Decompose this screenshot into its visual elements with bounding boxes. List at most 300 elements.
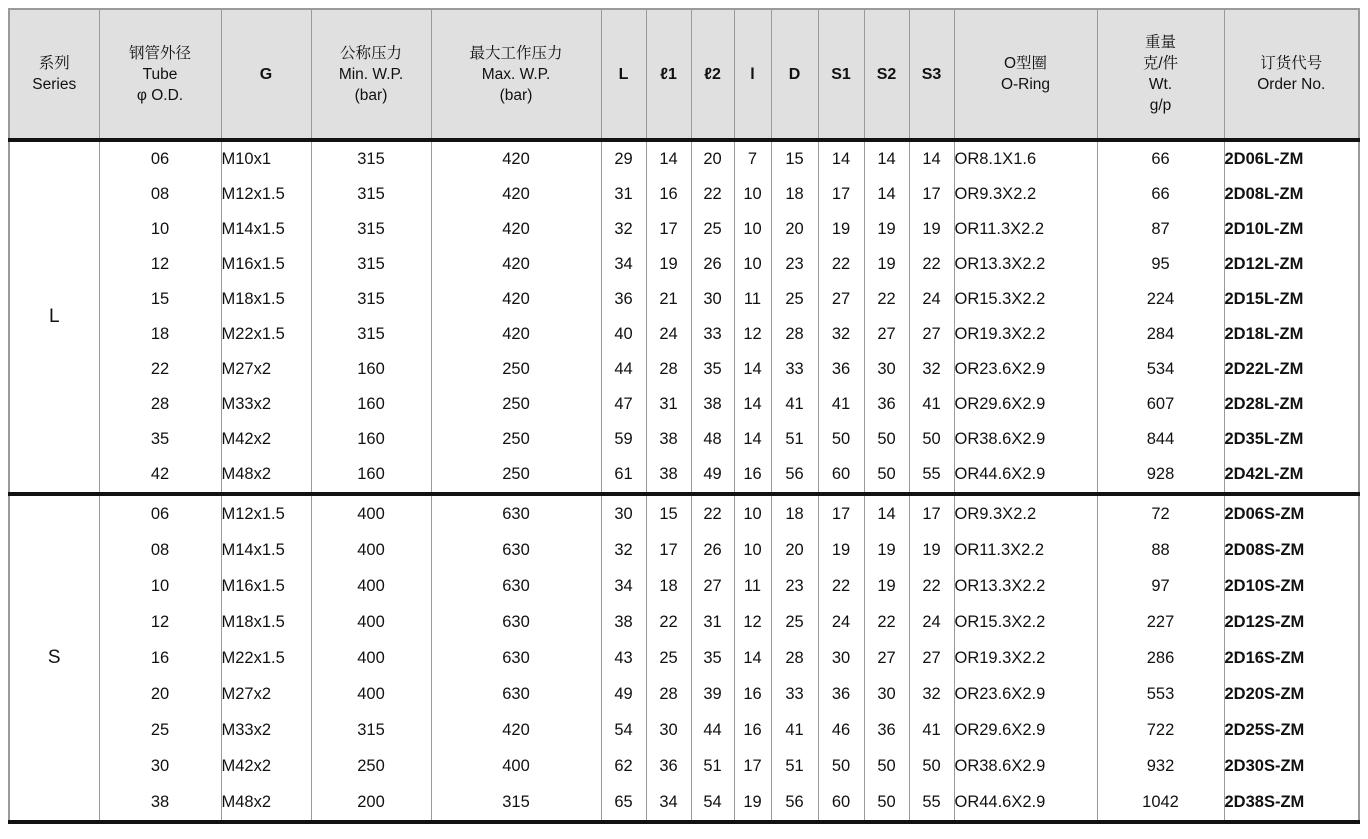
cell-s3: 41 bbox=[909, 712, 954, 748]
cell-wt: 722 bbox=[1097, 712, 1224, 748]
table-row bbox=[9, 676, 1359, 712]
cell-l1: 15 bbox=[646, 494, 691, 532]
cell-tube_od: 12 bbox=[99, 247, 221, 282]
cell-order_no: 2D20S-ZM bbox=[1224, 676, 1359, 712]
cell-l1: 28 bbox=[646, 352, 691, 387]
header-cell-tube_od-line-2: φ O.D. bbox=[136, 86, 184, 104]
cell-l_cap: 32 bbox=[601, 532, 646, 568]
cell-max_wp: 630 bbox=[431, 676, 601, 712]
header-cell-max_wp-line-2: (bar) bbox=[499, 86, 533, 104]
cell-s3: 55 bbox=[909, 784, 954, 822]
cell-d: 25 bbox=[771, 282, 818, 317]
cell-o_ring: OR11.3X2.2 bbox=[954, 532, 1097, 568]
cell-s1: 14 bbox=[818, 140, 864, 177]
cell-wt: 553 bbox=[1097, 676, 1224, 712]
cell-o_ring: OR9.3X2.2 bbox=[954, 494, 1097, 532]
header-cell-s1-line-0: S1 bbox=[831, 65, 851, 83]
cell-s2: 50 bbox=[864, 457, 909, 494]
cell-s2: 14 bbox=[864, 177, 909, 212]
cell-order_no: 2D08S-ZM bbox=[1224, 532, 1359, 568]
cell-o_ring: OR38.6X2.9 bbox=[954, 422, 1097, 457]
cell-tube_od: 18 bbox=[99, 317, 221, 352]
cell-l1: 16 bbox=[646, 177, 691, 212]
cell-s2: 27 bbox=[864, 640, 909, 676]
cell-l1: 14 bbox=[646, 140, 691, 177]
cell-s1: 22 bbox=[818, 247, 864, 282]
cell-s1: 60 bbox=[818, 457, 864, 494]
series-cell-L: L bbox=[9, 140, 99, 494]
cell-d: 23 bbox=[771, 568, 818, 604]
cell-order_no: 2D35L-ZM bbox=[1224, 422, 1359, 457]
cell-l2: 22 bbox=[691, 494, 734, 532]
cell-g: M48x2 bbox=[221, 457, 311, 494]
cell-max_wp: 420 bbox=[431, 212, 601, 247]
cell-g: M12x1.5 bbox=[221, 177, 311, 212]
cell-g: M16x1.5 bbox=[221, 568, 311, 604]
header-cell-d-line-0: D bbox=[788, 65, 801, 83]
spec-table bbox=[8, 8, 1360, 824]
cell-s2: 30 bbox=[864, 676, 909, 712]
cell-g: M33x2 bbox=[221, 712, 311, 748]
table-row bbox=[9, 352, 1359, 387]
cell-g: M33x2 bbox=[221, 387, 311, 422]
table-row bbox=[9, 457, 1359, 494]
cell-tube_od: 08 bbox=[99, 177, 221, 212]
cell-l1: 24 bbox=[646, 317, 691, 352]
cell-l_small: 10 bbox=[734, 247, 771, 282]
cell-d: 51 bbox=[771, 748, 818, 784]
cell-o_ring: OR13.3X2.2 bbox=[954, 247, 1097, 282]
cell-o_ring: OR23.6X2.9 bbox=[954, 676, 1097, 712]
cell-tube_od: 10 bbox=[99, 568, 221, 604]
cell-l_small: 14 bbox=[734, 387, 771, 422]
cell-d: 25 bbox=[771, 604, 818, 640]
cell-l2: 27 bbox=[691, 568, 734, 604]
cell-min_wp: 400 bbox=[311, 568, 431, 604]
cell-d: 28 bbox=[771, 640, 818, 676]
cell-l_cap: 29 bbox=[601, 140, 646, 177]
cell-d: 56 bbox=[771, 784, 818, 822]
cell-o_ring: OR19.3X2.2 bbox=[954, 640, 1097, 676]
cell-min_wp: 315 bbox=[311, 140, 431, 177]
cell-l_cap: 36 bbox=[601, 282, 646, 317]
cell-order_no: 2D25S-ZM bbox=[1224, 712, 1359, 748]
cell-min_wp: 315 bbox=[311, 212, 431, 247]
series-section-L bbox=[9, 140, 1359, 494]
cell-s3: 27 bbox=[909, 640, 954, 676]
cell-l1: 38 bbox=[646, 422, 691, 457]
header-cell-tube_od-line-0: 钢管外径 bbox=[128, 44, 191, 62]
cell-l_small: 19 bbox=[734, 784, 771, 822]
cell-l2: 25 bbox=[691, 212, 734, 247]
cell-l2: 33 bbox=[691, 317, 734, 352]
cell-s3: 32 bbox=[909, 676, 954, 712]
cell-wt: 284 bbox=[1097, 317, 1224, 352]
cell-order_no: 2D10L-ZM bbox=[1224, 212, 1359, 247]
cell-d: 15 bbox=[771, 140, 818, 177]
cell-s2: 19 bbox=[864, 568, 909, 604]
header-cell-o_ring-line-0: O型圈 bbox=[1003, 55, 1048, 72]
cell-g: M42x2 bbox=[221, 422, 311, 457]
cell-min_wp: 400 bbox=[311, 640, 431, 676]
cell-l1: 38 bbox=[646, 457, 691, 494]
cell-g: M27x2 bbox=[221, 676, 311, 712]
cell-s3: 22 bbox=[909, 247, 954, 282]
cell-s1: 50 bbox=[818, 748, 864, 784]
cell-order_no: 2D12S-ZM bbox=[1224, 604, 1359, 640]
header-cell-s3-line-0: S3 bbox=[921, 65, 942, 83]
cell-min_wp: 400 bbox=[311, 494, 431, 532]
cell-s3: 22 bbox=[909, 568, 954, 604]
cell-l2: 26 bbox=[691, 247, 734, 282]
cell-wt: 87 bbox=[1097, 212, 1224, 247]
cell-tube_od: 06 bbox=[99, 494, 221, 532]
cell-l1: 18 bbox=[646, 568, 691, 604]
cell-l_cap: 40 bbox=[601, 317, 646, 352]
cell-g: M22x1.5 bbox=[221, 317, 311, 352]
cell-l2: 51 bbox=[691, 748, 734, 784]
cell-s1: 36 bbox=[818, 676, 864, 712]
header-cell-order_no-line-1: Order No. bbox=[1257, 76, 1326, 93]
cell-g: M14x1.5 bbox=[221, 212, 311, 247]
cell-wt: 607 bbox=[1097, 387, 1224, 422]
header-cell-wt-line-3: g/p bbox=[1149, 97, 1172, 114]
cell-tube_od: 38 bbox=[99, 784, 221, 822]
cell-l2: 49 bbox=[691, 457, 734, 494]
table-row bbox=[9, 422, 1359, 457]
cell-d: 20 bbox=[771, 212, 818, 247]
cell-max_wp: 420 bbox=[431, 247, 601, 282]
cell-order_no: 2D10S-ZM bbox=[1224, 568, 1359, 604]
cell-l_cap: 62 bbox=[601, 748, 646, 784]
table-header bbox=[9, 9, 1359, 140]
cell-order_no: 2D06L-ZM bbox=[1224, 140, 1359, 177]
cell-o_ring: OR15.3X2.2 bbox=[954, 282, 1097, 317]
cell-l_small: 12 bbox=[734, 604, 771, 640]
cell-wt: 66 bbox=[1097, 177, 1224, 212]
cell-max_wp: 630 bbox=[431, 532, 601, 568]
table-row bbox=[9, 784, 1359, 822]
cell-l_cap: 61 bbox=[601, 457, 646, 494]
cell-tube_od: 28 bbox=[99, 387, 221, 422]
header-cell-s2-line-0: S2 bbox=[876, 65, 897, 83]
cell-s2: 14 bbox=[864, 140, 909, 177]
cell-l1: 22 bbox=[646, 604, 691, 640]
cell-l1: 19 bbox=[646, 247, 691, 282]
cell-l2: 38 bbox=[691, 387, 734, 422]
cell-min_wp: 315 bbox=[311, 317, 431, 352]
table-row bbox=[9, 568, 1359, 604]
cell-s1: 60 bbox=[818, 784, 864, 822]
header-cell-tube_od-line-1: Tube bbox=[142, 65, 178, 83]
header-cell-s3 bbox=[909, 9, 954, 140]
cell-l2: 22 bbox=[691, 177, 734, 212]
header-cell-g bbox=[221, 9, 311, 140]
cell-l_small: 14 bbox=[734, 640, 771, 676]
cell-order_no: 2D22L-ZM bbox=[1224, 352, 1359, 387]
cell-o_ring: OR8.1X1.6 bbox=[954, 140, 1097, 177]
cell-min_wp: 315 bbox=[311, 177, 431, 212]
cell-l_small: 7 bbox=[734, 140, 771, 177]
cell-min_wp: 160 bbox=[311, 387, 431, 422]
cell-d: 41 bbox=[771, 387, 818, 422]
cell-l2: 26 bbox=[691, 532, 734, 568]
cell-tube_od: 42 bbox=[99, 457, 221, 494]
cell-l2: 54 bbox=[691, 784, 734, 822]
cell-max_wp: 420 bbox=[431, 712, 601, 748]
cell-s1: 24 bbox=[818, 604, 864, 640]
cell-d: 41 bbox=[771, 712, 818, 748]
cell-g: M18x1.5 bbox=[221, 282, 311, 317]
cell-g: M10x1 bbox=[221, 140, 311, 177]
cell-l_small: 17 bbox=[734, 748, 771, 784]
cell-s1: 36 bbox=[818, 352, 864, 387]
cell-tube_od: 30 bbox=[99, 748, 221, 784]
cell-s1: 19 bbox=[818, 212, 864, 247]
cell-l_cap: 32 bbox=[601, 212, 646, 247]
cell-order_no: 2D30S-ZM bbox=[1224, 748, 1359, 784]
cell-l_small: 16 bbox=[734, 457, 771, 494]
cell-tube_od: 12 bbox=[99, 604, 221, 640]
cell-o_ring: OR9.3X2.2 bbox=[954, 177, 1097, 212]
cell-s2: 50 bbox=[864, 748, 909, 784]
table-row bbox=[9, 177, 1359, 212]
cell-g: M22x1.5 bbox=[221, 640, 311, 676]
cell-l1: 25 bbox=[646, 640, 691, 676]
cell-s3: 50 bbox=[909, 422, 954, 457]
cell-tube_od: 35 bbox=[99, 422, 221, 457]
cell-l_cap: 49 bbox=[601, 676, 646, 712]
cell-o_ring: OR38.6X2.9 bbox=[954, 748, 1097, 784]
header-cell-l_small bbox=[734, 9, 771, 140]
header-cell-wt-line-2: Wt. bbox=[1148, 76, 1173, 93]
cell-order_no: 2D42L-ZM bbox=[1224, 457, 1359, 494]
cell-wt: 1042 bbox=[1097, 784, 1224, 822]
header-cell-wt bbox=[1097, 9, 1224, 140]
header-cell-d bbox=[771, 9, 818, 140]
cell-s3: 24 bbox=[909, 282, 954, 317]
cell-l1: 36 bbox=[646, 748, 691, 784]
cell-max_wp: 420 bbox=[431, 282, 601, 317]
cell-l_small: 10 bbox=[734, 177, 771, 212]
table-row bbox=[9, 640, 1359, 676]
cell-s1: 17 bbox=[818, 494, 864, 532]
cell-wt: 224 bbox=[1097, 282, 1224, 317]
cell-tube_od: 20 bbox=[99, 676, 221, 712]
cell-s2: 22 bbox=[864, 282, 909, 317]
header-cell-wt-line-0: 重量 bbox=[1144, 34, 1176, 51]
cell-l_cap: 31 bbox=[601, 177, 646, 212]
header-cell-l1 bbox=[646, 9, 691, 140]
cell-s3: 41 bbox=[909, 387, 954, 422]
cell-s1: 50 bbox=[818, 422, 864, 457]
cell-wt: 95 bbox=[1097, 247, 1224, 282]
header-cell-max_wp bbox=[431, 9, 601, 140]
cell-s1: 17 bbox=[818, 177, 864, 212]
cell-wt: 928 bbox=[1097, 457, 1224, 494]
cell-l_cap: 34 bbox=[601, 568, 646, 604]
cell-l_cap: 47 bbox=[601, 387, 646, 422]
cell-l_small: 14 bbox=[734, 422, 771, 457]
cell-d: 51 bbox=[771, 422, 818, 457]
cell-max_wp: 250 bbox=[431, 422, 601, 457]
cell-s1: 41 bbox=[818, 387, 864, 422]
header-cell-series-line-0: 系列 bbox=[38, 55, 70, 72]
cell-l_small: 11 bbox=[734, 568, 771, 604]
cell-s2: 22 bbox=[864, 604, 909, 640]
cell-l1: 34 bbox=[646, 784, 691, 822]
cell-s1: 22 bbox=[818, 568, 864, 604]
cell-wt: 286 bbox=[1097, 640, 1224, 676]
cell-o_ring: OR23.6X2.9 bbox=[954, 352, 1097, 387]
cell-l_cap: 59 bbox=[601, 422, 646, 457]
cell-s2: 50 bbox=[864, 422, 909, 457]
cell-max_wp: 250 bbox=[431, 457, 601, 494]
cell-s1: 46 bbox=[818, 712, 864, 748]
cell-order_no: 2D12L-ZM bbox=[1224, 247, 1359, 282]
cell-o_ring: OR15.3X2.2 bbox=[954, 604, 1097, 640]
header-cell-min_wp-line-1: Min. W.P. bbox=[338, 65, 404, 83]
cell-min_wp: 250 bbox=[311, 748, 431, 784]
cell-l_small: 16 bbox=[734, 676, 771, 712]
header-cell-order_no-line-0: 订货代号 bbox=[1260, 55, 1323, 72]
cell-s1: 30 bbox=[818, 640, 864, 676]
cell-s3: 19 bbox=[909, 212, 954, 247]
cell-d: 33 bbox=[771, 676, 818, 712]
cell-d: 23 bbox=[771, 247, 818, 282]
cell-order_no: 2D38S-ZM bbox=[1224, 784, 1359, 822]
cell-wt: 66 bbox=[1097, 140, 1224, 177]
cell-min_wp: 200 bbox=[311, 784, 431, 822]
cell-g: M18x1.5 bbox=[221, 604, 311, 640]
header-cell-min_wp bbox=[311, 9, 431, 140]
cell-s2: 27 bbox=[864, 317, 909, 352]
cell-l1: 21 bbox=[646, 282, 691, 317]
cell-s2: 14 bbox=[864, 494, 909, 532]
cell-g: M27x2 bbox=[221, 352, 311, 387]
table-row bbox=[9, 140, 1359, 177]
cell-min_wp: 315 bbox=[311, 247, 431, 282]
cell-s2: 19 bbox=[864, 532, 909, 568]
cell-order_no: 2D18L-ZM bbox=[1224, 317, 1359, 352]
header-cell-series-line-1: Series bbox=[32, 76, 77, 93]
cell-max_wp: 250 bbox=[431, 352, 601, 387]
cell-order_no: 2D16S-ZM bbox=[1224, 640, 1359, 676]
header-cell-l_small-line-0: l bbox=[750, 65, 755, 83]
cell-o_ring: OR19.3X2.2 bbox=[954, 317, 1097, 352]
cell-o_ring: OR44.6X2.9 bbox=[954, 784, 1097, 822]
cell-l_small: 10 bbox=[734, 494, 771, 532]
table-row bbox=[9, 317, 1359, 352]
cell-s1: 19 bbox=[818, 532, 864, 568]
header-cell-max_wp-line-0: 最大工作压力 bbox=[469, 44, 563, 62]
cell-min_wp: 160 bbox=[311, 457, 431, 494]
cell-g: M14x1.5 bbox=[221, 532, 311, 568]
header-cell-s1 bbox=[818, 9, 864, 140]
cell-s2: 30 bbox=[864, 352, 909, 387]
cell-s2: 36 bbox=[864, 387, 909, 422]
cell-s2: 50 bbox=[864, 784, 909, 822]
cell-max_wp: 250 bbox=[431, 387, 601, 422]
table-row bbox=[9, 748, 1359, 784]
header-cell-l_cap-line-0: L bbox=[618, 65, 629, 83]
cell-l_small: 16 bbox=[734, 712, 771, 748]
cell-l_small: 11 bbox=[734, 282, 771, 317]
table-row bbox=[9, 604, 1359, 640]
cell-g: M16x1.5 bbox=[221, 247, 311, 282]
cell-d: 18 bbox=[771, 177, 818, 212]
cell-l_cap: 38 bbox=[601, 604, 646, 640]
cell-order_no: 2D28L-ZM bbox=[1224, 387, 1359, 422]
cell-s3: 50 bbox=[909, 748, 954, 784]
cell-d: 28 bbox=[771, 317, 818, 352]
header-cell-s2 bbox=[864, 9, 909, 140]
table-row bbox=[9, 494, 1359, 532]
cell-d: 33 bbox=[771, 352, 818, 387]
cell-l2: 44 bbox=[691, 712, 734, 748]
cell-l_small: 10 bbox=[734, 532, 771, 568]
cell-g: M42x2 bbox=[221, 748, 311, 784]
cell-max_wp: 420 bbox=[431, 177, 601, 212]
cell-s2: 36 bbox=[864, 712, 909, 748]
cell-d: 20 bbox=[771, 532, 818, 568]
cell-l2: 35 bbox=[691, 352, 734, 387]
header-cell-l_cap bbox=[601, 9, 646, 140]
cell-d: 18 bbox=[771, 494, 818, 532]
cell-l1: 28 bbox=[646, 676, 691, 712]
cell-s1: 27 bbox=[818, 282, 864, 317]
header-cell-min_wp-line-2: (bar) bbox=[354, 86, 388, 104]
cell-l_small: 10 bbox=[734, 212, 771, 247]
cell-l_cap: 44 bbox=[601, 352, 646, 387]
cell-l_cap: 34 bbox=[601, 247, 646, 282]
table-row bbox=[9, 212, 1359, 247]
cell-min_wp: 400 bbox=[311, 532, 431, 568]
cell-l_cap: 54 bbox=[601, 712, 646, 748]
cell-l2: 20 bbox=[691, 140, 734, 177]
cell-s3: 32 bbox=[909, 352, 954, 387]
header-cell-max_wp-line-1: Max. W.P. bbox=[481, 65, 551, 83]
cell-wt: 534 bbox=[1097, 352, 1224, 387]
cell-min_wp: 315 bbox=[311, 712, 431, 748]
cell-g: M48x2 bbox=[221, 784, 311, 822]
series-cell-S: S bbox=[9, 494, 99, 822]
cell-s3: 27 bbox=[909, 317, 954, 352]
header-cell-order_no bbox=[1224, 9, 1359, 140]
cell-o_ring: OR29.6X2.9 bbox=[954, 712, 1097, 748]
cell-tube_od: 10 bbox=[99, 212, 221, 247]
header-cell-l2 bbox=[691, 9, 734, 140]
cell-s2: 19 bbox=[864, 247, 909, 282]
cell-l2: 35 bbox=[691, 640, 734, 676]
cell-tube_od: 15 bbox=[99, 282, 221, 317]
cell-max_wp: 630 bbox=[431, 568, 601, 604]
cell-tube_od: 06 bbox=[99, 140, 221, 177]
table-row bbox=[9, 282, 1359, 317]
cell-wt: 844 bbox=[1097, 422, 1224, 457]
cell-order_no: 2D06S-ZM bbox=[1224, 494, 1359, 532]
cell-order_no: 2D08L-ZM bbox=[1224, 177, 1359, 212]
cell-l2: 30 bbox=[691, 282, 734, 317]
header-cell-wt-line-1: 克/件 bbox=[1142, 55, 1179, 72]
cell-l2: 39 bbox=[691, 676, 734, 712]
cell-min_wp: 160 bbox=[311, 422, 431, 457]
series-section-S bbox=[9, 494, 1359, 822]
table-row bbox=[9, 247, 1359, 282]
cell-l2: 48 bbox=[691, 422, 734, 457]
cell-max_wp: 630 bbox=[431, 604, 601, 640]
cell-tube_od: 22 bbox=[99, 352, 221, 387]
